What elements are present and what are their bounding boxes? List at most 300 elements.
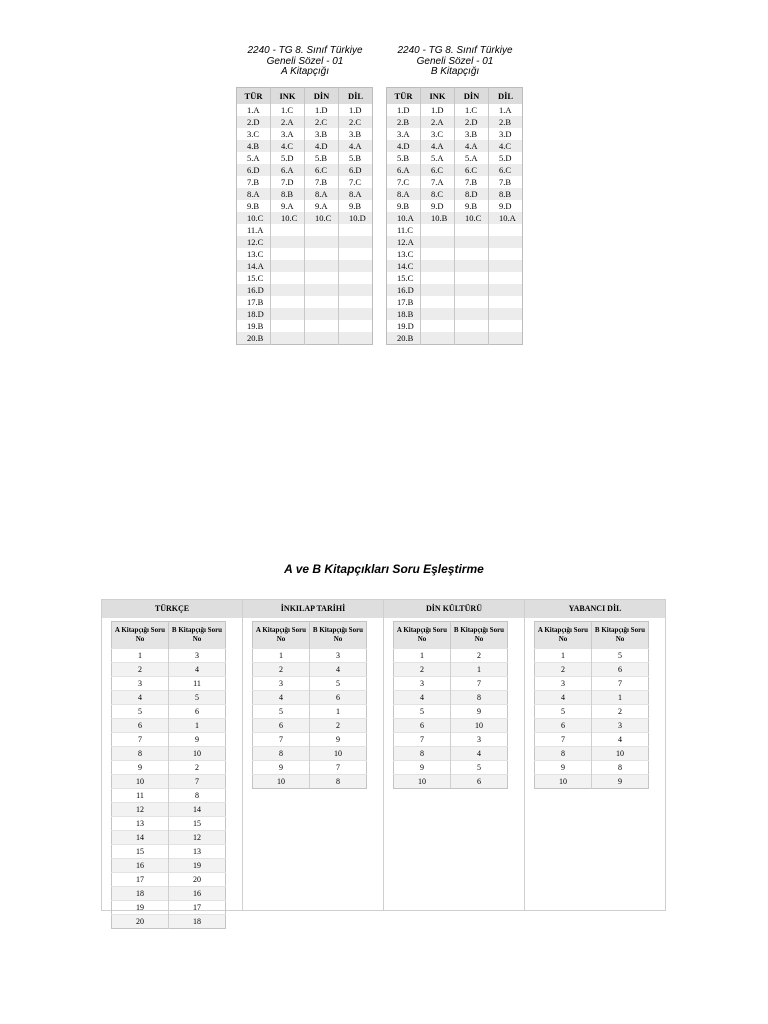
answer-cell: 5.B [339, 152, 373, 164]
answer-cell: 9.B [247, 201, 260, 211]
col-b-header: B Kitapçığı Soru No [310, 622, 367, 649]
answer-key-b-title-line2: Geneli Sözel - 01 [416, 55, 494, 67]
b-question-no: 6 [451, 775, 508, 789]
answer-cell [271, 248, 305, 260]
b-question-no: 4 [169, 663, 226, 677]
answer-cell: 7.B [489, 176, 523, 188]
answer-cell [305, 332, 339, 345]
answer-cell: 4.A [421, 140, 455, 152]
mapping-row [535, 719, 649, 733]
b-question-no: 3 [169, 649, 226, 663]
answer-cell: 1.D [339, 104, 373, 116]
a-question-no: 1 [394, 649, 451, 663]
answer-cell: 9.D [489, 200, 523, 212]
mapping-row [535, 663, 649, 677]
answer-cell: 4.A [339, 140, 373, 152]
a-question-no: 5 [535, 705, 592, 719]
answer-cell: 1.C [455, 104, 489, 116]
a-question-no: 18 [112, 887, 169, 901]
mapping-section-din [383, 600, 524, 910]
answer-key-row [237, 296, 373, 308]
b-question-no: 10 [310, 747, 367, 761]
answer-cell: 9.A [271, 200, 305, 212]
answer-cell: 3.B [339, 128, 373, 140]
b-question-no: 8 [592, 761, 649, 775]
answer-cell [489, 308, 523, 320]
answer-cell [339, 272, 373, 284]
mapping-row [535, 733, 649, 747]
answer-key-header-row [237, 88, 373, 105]
answer-cell [339, 260, 373, 272]
answer-key-header-cell: INK [271, 88, 305, 105]
answer-key-a-title-line3: A Kitapçığı [281, 66, 329, 77]
answer-cell: 6.D [339, 164, 373, 176]
answer-key-a-table [236, 87, 373, 345]
answer-key-row [237, 320, 373, 332]
mapping-row [394, 677, 508, 691]
answer-cell [271, 308, 305, 320]
answer-cell: 4.C [489, 140, 523, 152]
answer-cell: 3.A [397, 129, 410, 139]
mapping-row [112, 901, 226, 915]
answer-cell: 15.C [247, 273, 264, 283]
answer-key-row [387, 320, 523, 332]
answer-cell [421, 332, 455, 345]
mapping-row [535, 677, 649, 691]
answer-key-row [387, 104, 523, 116]
mapping-section-turkce [102, 600, 242, 926]
answer-cell [489, 260, 523, 272]
answer-cell: 18.D [237, 308, 271, 320]
a-question-no: 8 [112, 747, 169, 761]
answer-cell [489, 224, 523, 236]
mapping-row [394, 733, 508, 747]
answer-key-header-cell: DİL [489, 88, 523, 105]
answer-cell [305, 284, 339, 296]
b-question-no: 5 [310, 677, 367, 691]
answer-key-row [237, 212, 373, 224]
a-question-no: 6 [535, 719, 592, 733]
answer-cell: 9.B [397, 201, 410, 211]
b-question-no: 6 [169, 705, 226, 719]
answer-cell: 3.D [489, 128, 523, 140]
b-question-no: 8 [451, 691, 508, 705]
answer-key-header-cell: DİN [305, 88, 339, 105]
answer-key-row [387, 212, 523, 224]
answer-cell [339, 284, 373, 296]
answer-cell [271, 272, 305, 284]
answer-cell: 7.C [397, 177, 410, 187]
mapping-row [394, 761, 508, 775]
answer-cell [339, 308, 373, 320]
mapping-row [112, 691, 226, 705]
answer-cell: 5.B [397, 153, 410, 163]
b-question-no: 3 [310, 649, 367, 663]
mapping-row [112, 817, 226, 831]
answer-cell: 2.D [455, 116, 489, 128]
answer-cell [305, 272, 339, 284]
answer-cell: 6.C [489, 164, 523, 176]
answer-key-header-cell: DİL [339, 88, 373, 105]
mapping-row [535, 775, 649, 789]
b-question-no: 7 [592, 677, 649, 691]
answer-key-row [387, 128, 523, 140]
b-question-no: 4 [451, 747, 508, 761]
answer-key-row [387, 284, 523, 296]
a-question-no: 10 [112, 775, 169, 789]
answer-cell [339, 320, 373, 332]
b-question-no: 2 [592, 705, 649, 719]
answer-cell: 6.C [305, 164, 339, 176]
col-b-header: B Kitapçığı Soru No [451, 622, 508, 649]
a-question-no: 9 [535, 761, 592, 775]
mapping-row [253, 663, 367, 677]
col-a-header: A Kitapçığı Soru No [112, 622, 169, 649]
answer-key-row [237, 104, 373, 116]
section-header: YABANCI DİL [525, 600, 665, 618]
answer-cell: 6.D [237, 164, 271, 176]
a-question-no: 2 [535, 663, 592, 677]
a-question-no: 1 [535, 649, 592, 663]
a-question-no: 2 [394, 663, 451, 677]
b-question-no: 2 [451, 649, 508, 663]
b-question-no: 15 [169, 817, 226, 831]
answer-cell: 3.C [421, 128, 455, 140]
b-question-no: 5 [451, 761, 508, 775]
mapping-row [112, 761, 226, 775]
answer-key-a-title-line2: Geneli Sözel - 01 [266, 55, 344, 67]
answer-cell [489, 272, 523, 284]
answer-cell: 1.C [271, 104, 305, 116]
answer-key-row [387, 140, 523, 152]
answer-cell [455, 320, 489, 332]
mapping-row [535, 705, 649, 719]
mapping-table [111, 621, 226, 929]
mapping-title: A ve B Kitapçıkları Soru Eşleştirme [284, 562, 484, 576]
mapping-row [253, 677, 367, 691]
answer-cell: 6.A [271, 164, 305, 176]
answer-cell: 8.B [489, 188, 523, 200]
b-question-no: 14 [169, 803, 226, 817]
b-question-no: 6 [310, 691, 367, 705]
answer-cell: 10.C [237, 212, 271, 224]
answer-cell: 5.B [305, 152, 339, 164]
mapping-row [112, 677, 226, 691]
answer-cell: 1.A [489, 104, 523, 116]
mapping-row [112, 663, 226, 677]
a-question-no: 7 [253, 733, 310, 747]
b-question-no: 5 [592, 649, 649, 663]
b-question-no: 10 [451, 719, 508, 733]
a-question-no: 1 [253, 649, 310, 663]
answer-key-row [387, 260, 523, 272]
a-question-no: 9 [253, 761, 310, 775]
mapping-header-row [253, 622, 367, 649]
answer-cell [421, 284, 455, 296]
answer-cell: 10.C [455, 212, 489, 224]
answer-cell: 4.D [387, 140, 421, 152]
section-header: TÜRKÇE [102, 600, 242, 618]
a-question-no: 7 [394, 733, 451, 747]
mapping-row [253, 691, 367, 705]
answer-cell: 7.B [305, 176, 339, 188]
mapping-header-row [535, 622, 649, 649]
b-question-no: 17 [169, 901, 226, 915]
answer-cell [305, 224, 339, 236]
a-question-no: 3 [253, 677, 310, 691]
mapping-table [534, 621, 649, 789]
a-question-no: 14 [112, 831, 169, 845]
mapping-row [112, 733, 226, 747]
a-question-no: 7 [112, 733, 169, 747]
mapping-table [393, 621, 508, 789]
mapping-row [535, 691, 649, 705]
col-b-header: B Kitapçığı Soru No [169, 622, 226, 649]
answer-key-row [237, 236, 373, 248]
a-question-no: 5 [112, 705, 169, 719]
col-a-header: A Kitapçığı Soru No [253, 622, 310, 649]
b-question-no: 4 [592, 733, 649, 747]
a-question-no: 3 [535, 677, 592, 691]
answer-key-row [237, 272, 373, 284]
answer-cell [421, 248, 455, 260]
a-question-no: 8 [394, 747, 451, 761]
answer-cell: 6.C [421, 164, 455, 176]
answer-cell: 9.D [421, 200, 455, 212]
answer-cell: 8.A [305, 188, 339, 200]
b-question-no: 1 [169, 719, 226, 733]
b-question-no: 19 [169, 859, 226, 873]
mapping-table [252, 621, 367, 789]
answer-cell [489, 284, 523, 296]
answer-key-header-cell: INK [421, 88, 455, 105]
answer-key-row [387, 200, 523, 212]
b-question-no: 1 [310, 705, 367, 719]
answer-cell [489, 332, 523, 345]
answer-cell: 1.A [247, 105, 260, 115]
answer-key-row [387, 188, 523, 200]
answer-cell [305, 320, 339, 332]
answer-cell [271, 284, 305, 296]
answer-key-row [237, 164, 373, 176]
answer-cell [489, 236, 523, 248]
b-question-no: 9 [169, 733, 226, 747]
b-question-no: 6 [592, 663, 649, 677]
answer-cell: 6.A [387, 164, 421, 176]
answer-cell: 8.B [271, 188, 305, 200]
b-question-no: 2 [310, 719, 367, 733]
answer-cell: 2.D [237, 116, 271, 128]
answer-cell: 4.A [455, 140, 489, 152]
answer-key-row [237, 260, 373, 272]
mapping-row [394, 775, 508, 789]
answer-key-row [387, 224, 523, 236]
answer-cell [421, 224, 455, 236]
answer-cell: 6.C [455, 164, 489, 176]
b-question-no: 2 [169, 761, 226, 775]
b-question-no: 7 [451, 677, 508, 691]
mapping-row [112, 775, 226, 789]
mapping-header-row [394, 622, 508, 649]
b-question-no: 3 [451, 733, 508, 747]
answer-cell [455, 236, 489, 248]
answer-cell: 4.D [305, 140, 339, 152]
answer-cell: 13.C [247, 249, 264, 259]
mapping-row [535, 649, 649, 663]
answer-key-row [387, 308, 523, 320]
b-question-no: 20 [169, 873, 226, 887]
answer-cell [271, 320, 305, 332]
answer-cell: 5.D [489, 152, 523, 164]
answer-cell: 1.D [421, 104, 455, 116]
answer-key-b-table [386, 87, 523, 345]
mapping-row [112, 705, 226, 719]
a-question-no: 9 [112, 761, 169, 775]
section-header: İNKILAP TARİHİ [243, 600, 383, 618]
answer-key-header-cell: DİN [455, 88, 489, 105]
b-question-no: 7 [169, 775, 226, 789]
mapping-row [535, 747, 649, 761]
answer-key-row [237, 188, 373, 200]
answer-cell: 16.D [387, 284, 421, 296]
mapping-row [394, 649, 508, 663]
answer-cell: 20.B [237, 332, 271, 345]
answer-cell [489, 248, 523, 260]
answer-cell [339, 236, 373, 248]
b-question-no: 18 [169, 915, 226, 929]
b-question-no: 10 [592, 747, 649, 761]
answer-cell: 8.D [455, 188, 489, 200]
answer-key-header-row [387, 88, 523, 105]
a-question-no: 6 [112, 719, 169, 733]
answer-cell: 10.C [271, 212, 305, 224]
mapping-section-yabanci-dil [524, 600, 665, 910]
answer-key-row [237, 248, 373, 260]
answer-cell: 13.C [397, 249, 414, 259]
answer-cell: 1.D [397, 105, 410, 115]
answer-cell: 9.A [305, 200, 339, 212]
b-question-no: 7 [310, 761, 367, 775]
answer-cell [271, 224, 305, 236]
mapping-row [112, 831, 226, 845]
a-question-no: 19 [112, 901, 169, 915]
answer-cell [421, 296, 455, 308]
answer-cell [421, 236, 455, 248]
b-question-no: 8 [169, 789, 226, 803]
answer-key-row [387, 152, 523, 164]
mapping-row [253, 733, 367, 747]
mapping-row [394, 663, 508, 677]
answer-cell: 10.A [387, 212, 421, 224]
answer-cell [421, 320, 455, 332]
a-question-no: 8 [535, 747, 592, 761]
b-question-no: 13 [169, 845, 226, 859]
answer-cell: 10.D [339, 212, 373, 224]
answer-key-header-cell: TÜR [387, 88, 421, 105]
mapping-row [112, 789, 226, 803]
a-question-no: 3 [112, 677, 169, 691]
b-question-no: 1 [451, 663, 508, 677]
answer-cell: 8.A [387, 188, 421, 200]
a-question-no: 4 [535, 691, 592, 705]
answer-cell: 2.A [271, 116, 305, 128]
answer-cell: 10.A [489, 212, 523, 224]
answer-cell: 4.B [237, 140, 271, 152]
a-question-no: 3 [394, 677, 451, 691]
answer-cell: 8.C [421, 188, 455, 200]
answer-key-row [387, 116, 523, 128]
b-question-no: 5 [169, 691, 226, 705]
answer-key-row [237, 176, 373, 188]
answer-cell [455, 224, 489, 236]
answer-key-row [387, 248, 523, 260]
answer-key-row [237, 140, 373, 152]
answer-cell: 5.A [421, 152, 455, 164]
answer-cell: 15.C [397, 273, 414, 283]
answer-cell [421, 260, 455, 272]
col-b-header: B Kitapçığı Soru No [592, 622, 649, 649]
answer-cell [339, 296, 373, 308]
a-question-no: 13 [112, 817, 169, 831]
mapping-row [112, 649, 226, 663]
answer-key-row [237, 128, 373, 140]
answer-cell: 3.A [271, 128, 305, 140]
answer-cell: 10.C [305, 212, 339, 224]
a-question-no: 9 [394, 761, 451, 775]
answer-cell [489, 320, 523, 332]
mapping-row [112, 915, 226, 929]
answer-cell: 8.A [237, 188, 271, 200]
answer-cell: 2.C [305, 116, 339, 128]
a-question-no: 15 [112, 845, 169, 859]
answer-cell: 3.B [305, 128, 339, 140]
answer-key-row [387, 332, 523, 345]
b-question-no: 12 [169, 831, 226, 845]
mapping-row [112, 859, 226, 873]
answer-cell [421, 308, 455, 320]
answer-cell [455, 248, 489, 260]
a-question-no: 6 [253, 719, 310, 733]
answer-key-row [387, 272, 523, 284]
answer-cell: 18.B [387, 308, 421, 320]
answer-key-row [387, 296, 523, 308]
mapping-row [253, 747, 367, 761]
col-a-header: A Kitapçığı Soru No [535, 622, 592, 649]
a-question-no: 2 [253, 663, 310, 677]
answer-cell: 7.B [455, 176, 489, 188]
a-question-no: 16 [112, 859, 169, 873]
answer-cell [271, 296, 305, 308]
answer-cell: 12.A [387, 236, 421, 248]
mapping-row [394, 691, 508, 705]
a-question-no: 11 [112, 789, 169, 803]
answer-key-row [237, 224, 373, 236]
answer-cell [271, 332, 305, 345]
mapping-row [253, 719, 367, 733]
mapping-row [394, 719, 508, 733]
b-question-no: 11 [169, 677, 226, 691]
answer-cell [455, 296, 489, 308]
mapping-row [112, 887, 226, 901]
answer-cell: 2.B [387, 116, 421, 128]
answer-cell: 5.D [271, 152, 305, 164]
a-question-no: 1 [112, 649, 169, 663]
b-question-no: 1 [592, 691, 649, 705]
answer-cell [271, 260, 305, 272]
answer-key-row [387, 164, 523, 176]
section-header: DİN KÜLTÜRÜ [384, 600, 524, 618]
answer-cell: 1.D [305, 104, 339, 116]
